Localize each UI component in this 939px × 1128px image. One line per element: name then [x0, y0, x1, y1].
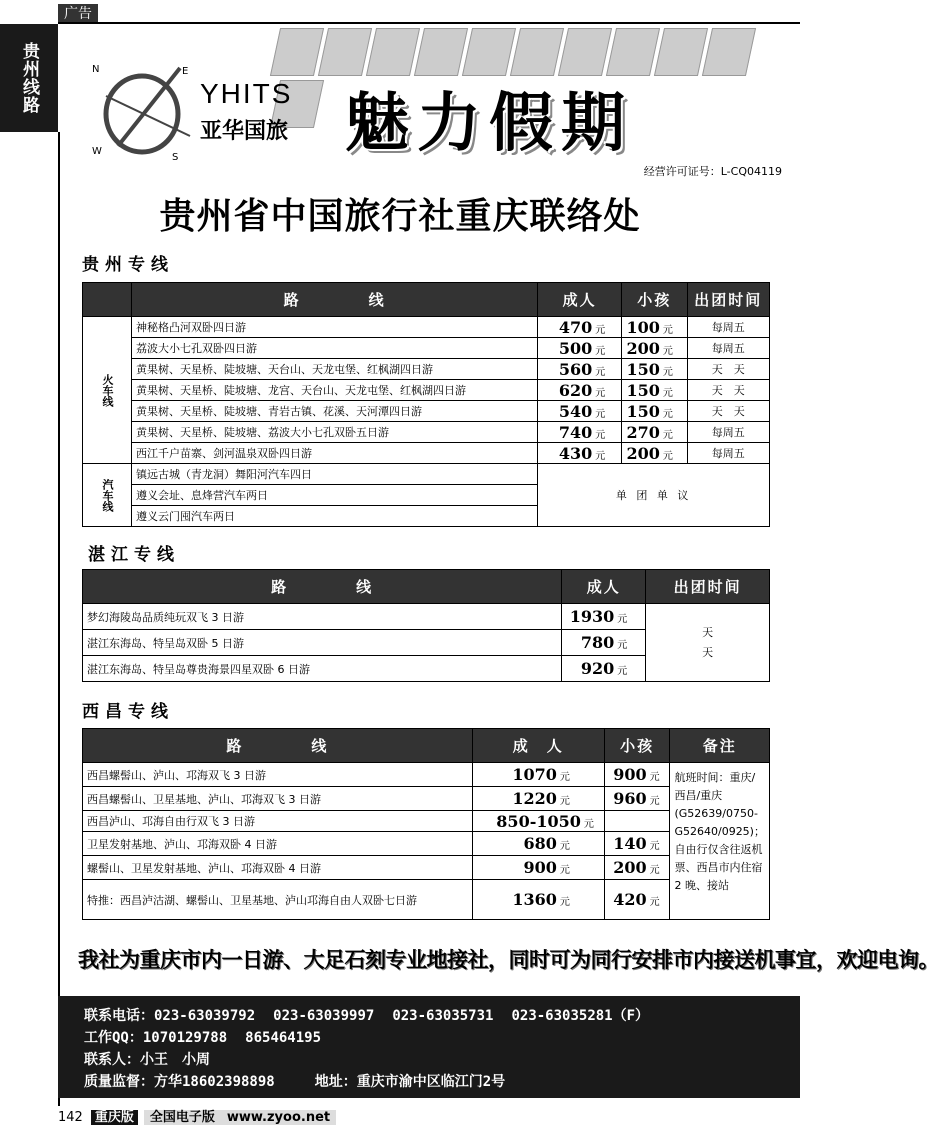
national-label: 全国电子版 [144, 1110, 221, 1125]
departure-time: 每周五 [687, 317, 769, 338]
departure-time: 每周五 [687, 443, 769, 464]
child-price [604, 811, 670, 832]
phone-line [84, 1005, 800, 1027]
adult-price: 1070 元 [472, 763, 604, 787]
address-label: 地址： [314, 1074, 357, 1090]
left-rule [58, 132, 60, 1106]
notes-cell: 航班时间：重庆/西昌/重庆(G52639/0750-G52640/0925)；自由行仅含往返机票、西昌市内住宿 2 晚、接站 [670, 763, 770, 920]
adult-price: 470 元 [538, 317, 622, 338]
contact-footer [58, 996, 800, 1098]
adult-price: 780 元 [562, 630, 646, 656]
bus-label: 汽车线 [83, 464, 132, 527]
xichang-table [82, 728, 770, 920]
phone-label: 联系电话： [84, 1008, 154, 1024]
phone-number: 023-63039997 [273, 1008, 375, 1024]
adult-price: 900 元 [472, 856, 604, 880]
adult-price: 540 元 [538, 401, 622, 422]
adult-price: 740 元 [538, 422, 622, 443]
child-price: 140 元 [604, 832, 670, 856]
table-header-row [83, 570, 770, 604]
xichang-section-title: 西昌专线 [82, 702, 174, 722]
person-label: 联系人： [84, 1052, 140, 1068]
fax-number: 023-63035281（F） [511, 1008, 650, 1024]
website-link[interactable]: www.zyoo.net [221, 1110, 336, 1125]
side-tab: 贵州线路 [0, 24, 58, 132]
child-price: 200 元 [621, 338, 687, 359]
child-price: 200 元 [621, 443, 687, 464]
adult-price: 1360 元 [472, 880, 604, 920]
qq-label: 工作QQ： [84, 1030, 143, 1046]
header-blank [83, 283, 132, 317]
compass-icon [92, 56, 200, 163]
header-notes: 备注 [670, 729, 770, 763]
promo-banner: 我社为重庆市内一日游、大足石刻专业地接社，同时可为同行安排市内接送机事宜，欢迎电询。 [78, 948, 939, 972]
child-price: 150 元 [621, 380, 687, 401]
child-price: 960 元 [604, 787, 670, 811]
adult-price: 1930 元 [562, 604, 646, 630]
brand-name-cn: 亚华国旅 [200, 119, 289, 144]
table-row [83, 317, 770, 338]
phone-number: 023-63039792 [154, 1008, 256, 1024]
contact-persons: 小王 小周 [140, 1052, 210, 1068]
departure-time: 每周五 [687, 338, 769, 359]
guizhou-section-title: 贵州专线 [82, 255, 174, 275]
header-departure: 出团时间 [646, 570, 770, 604]
table-row [83, 380, 770, 401]
adult-price: 500 元 [538, 338, 622, 359]
person-line [84, 1049, 800, 1071]
child-price: 150 元 [621, 401, 687, 422]
route-cell: 神秘格凸河双卧四日游 [132, 317, 538, 338]
route-cell: 湛江东海岛、特呈岛尊贵海景四星双卧 6 日游 [83, 656, 562, 682]
route-cell: 卫星发射基地、泸山、邛海双卧 4 日游 [83, 832, 473, 856]
adult-price: 920 元 [562, 656, 646, 682]
adult-price: 560 元 [538, 359, 622, 380]
route-cell: 遵义云门囤汽车两日 [132, 506, 538, 527]
address: 重庆市渝中区临江门2号 [356, 1074, 506, 1090]
route-cell: 遵义会址、息烽营汽车两日 [132, 485, 538, 506]
adult-price: 430 元 [538, 443, 622, 464]
route-cell: 西昌螺髻山、泸山、邛海双飞 3 日游 [83, 763, 473, 787]
table-row [83, 811, 770, 832]
child-price: 270 元 [621, 422, 687, 443]
agency-title: 贵州省中国旅行社重庆联络处 [159, 196, 641, 237]
compass-s-label: S [172, 152, 179, 163]
departure-time: 天 天 [687, 359, 769, 380]
train-label: 火车线 [83, 317, 132, 464]
table-row [83, 464, 770, 485]
table-row [83, 832, 770, 856]
headline: 魅力假期 [345, 86, 633, 161]
top-rule [58, 22, 800, 24]
zhanjiang-section-title: 湛江专线 [88, 545, 180, 565]
compass-e-label: E [182, 66, 189, 77]
table-row [83, 787, 770, 811]
qq-line [84, 1027, 800, 1049]
guizhou-table [82, 282, 770, 527]
header-adult: 成人 [538, 283, 622, 317]
child-price: 420 元 [604, 880, 670, 920]
phone-number: 023-63035731 [392, 1008, 494, 1024]
supervise-label: 质量监督： [84, 1074, 154, 1090]
departure-time: 每周五 [687, 422, 769, 443]
qq-number: 1070129788 [142, 1030, 228, 1046]
table-row [83, 604, 770, 630]
route-cell: 黄果树、天星桥、陡坡塘、龙宫、天台山、天龙屯堡、红枫湖四日游 [132, 380, 538, 401]
edition-label: 重庆版 [91, 1110, 138, 1125]
header-child: 小孩 [604, 729, 670, 763]
compass-w-label: W [92, 146, 102, 157]
zhanjiang-table [82, 569, 770, 682]
qq-number: 865464195 [245, 1030, 322, 1046]
header-adult: 成 人 [472, 729, 604, 763]
header-route: 路 线 [132, 283, 538, 317]
departure-time: 天 天 [646, 604, 770, 682]
table-row [83, 763, 770, 787]
logo [92, 56, 300, 163]
adult-price: 680 元 [472, 832, 604, 856]
table-row [83, 443, 770, 464]
table-header-row [83, 283, 770, 317]
route-cell: 梦幻海陵岛品质纯玩双飞 3 日游 [83, 604, 562, 630]
brand-name: YHITS [200, 78, 293, 109]
table-row [83, 422, 770, 443]
header-route: 路 线 [83, 729, 473, 763]
license-number: 经营许可证号：L-CQ04119 [643, 165, 782, 178]
departure-time: 天 天 [687, 380, 769, 401]
adult-price: 620 元 [538, 380, 622, 401]
departure-time: 天 天 [687, 401, 769, 422]
table-header-row [83, 729, 770, 763]
table-row [83, 401, 770, 422]
supervise-contact: 方华18602398898 [154, 1074, 275, 1090]
table-row [83, 359, 770, 380]
compass-n-label: N [92, 64, 100, 75]
route-cell: 湛江东海岛、特呈岛双卧 5 日游 [83, 630, 562, 656]
child-price: 100 元 [621, 317, 687, 338]
adult-price: 850-1050 元 [472, 811, 604, 832]
page-footer [58, 1106, 336, 1125]
page-number: 142 [58, 1110, 83, 1125]
header-route: 路 线 [83, 570, 562, 604]
ad-tag: 广告 [58, 4, 98, 24]
header-adult: 成人 [562, 570, 646, 604]
route-cell: 镇远古城（青龙洞）舞阳河汽车四日 [132, 464, 538, 485]
route-cell: 西江千户苗寨、剑河温泉双卧四日游 [132, 443, 538, 464]
table-row [83, 856, 770, 880]
header-departure: 出团时间 [687, 283, 769, 317]
route-cell: 黄果树、天星桥、陡坡塘、青岩古镇、花溪、天河潭四日游 [132, 401, 538, 422]
adult-price: 1220 元 [472, 787, 604, 811]
child-price: 200 元 [604, 856, 670, 880]
route-cell: 西昌泸山、邛海自由行双飞 3 日游 [83, 811, 473, 832]
route-cell: 西昌螺髻山、卫星基地、泸山、邛海双飞 3 日游 [83, 787, 473, 811]
child-price: 900 元 [604, 763, 670, 787]
route-cell: 荔波大小七孔双卧四日游 [132, 338, 538, 359]
header-child: 小孩 [621, 283, 687, 317]
route-cell: 黄果树、天星桥、陡坡塘、天台山、天龙屯堡、红枫湖四日游 [132, 359, 538, 380]
child-price: 150 元 [621, 359, 687, 380]
table-row [83, 338, 770, 359]
table-row [83, 880, 770, 920]
route-cell: 特推：西昌泸沽湖、螺髻山、卫星基地、泸山邛海自由人双卧七日游 [83, 880, 473, 920]
bus-note: 单 团 单 议 [538, 464, 770, 527]
supervise-line [84, 1071, 800, 1093]
route-cell: 螺髻山、卫星发射基地、泸山、邛海双卧 4 日游 [83, 856, 473, 880]
route-cell: 黄果树、天星桥、陡坡塘、荔波大小七孔双卧五日游 [132, 422, 538, 443]
